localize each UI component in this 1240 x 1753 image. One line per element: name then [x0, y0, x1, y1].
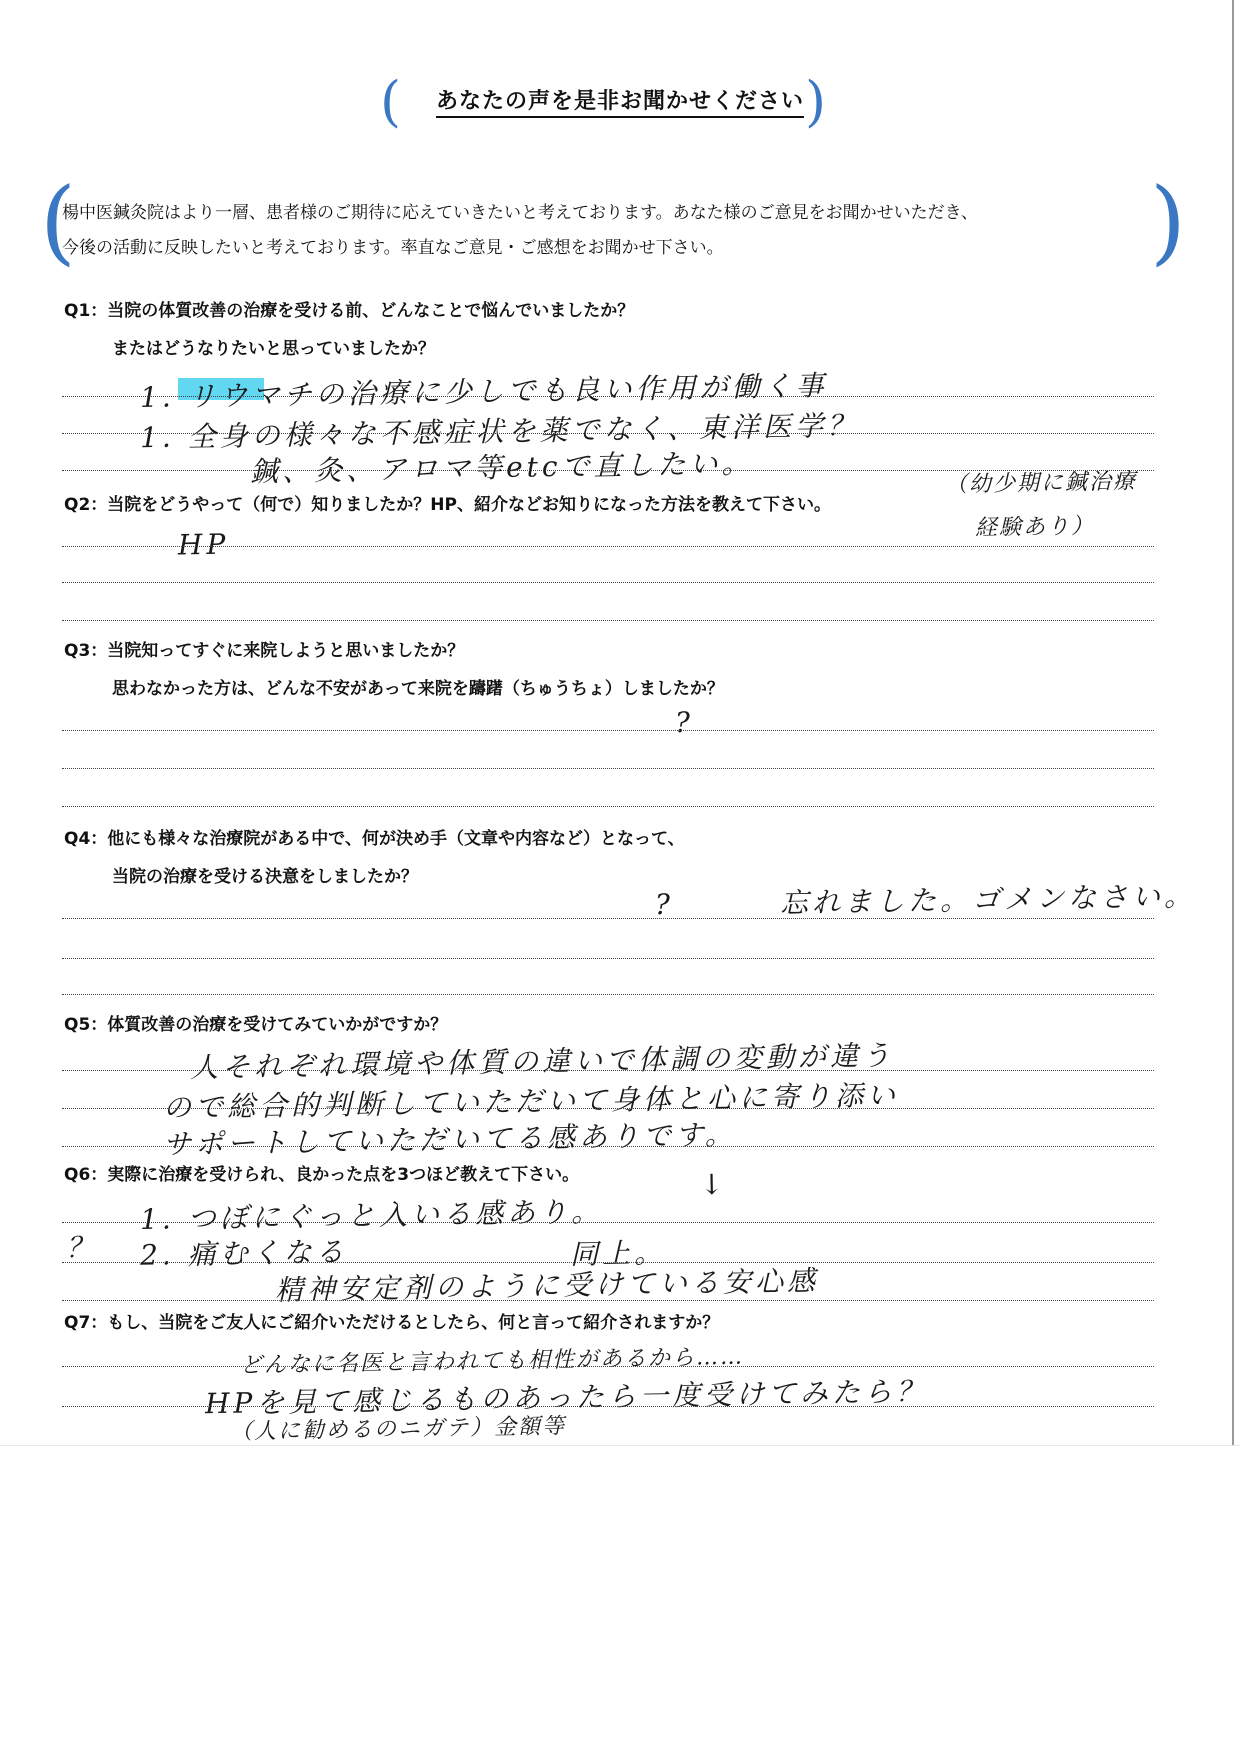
intro-bracket-left: (	[40, 168, 76, 275]
title-bracket-right: )	[805, 70, 827, 133]
answer-rule	[62, 396, 1154, 397]
answer-q3: ?	[674, 705, 695, 740]
question-q3: Q3：当院知ってすぐに来院しようと思いましたか？	[64, 641, 465, 661]
answer-rule	[62, 433, 1154, 434]
question-q2: Q2：当院をどうやって（何で）知りましたか？HP、紹介などお知りになった方法を教えて下さい。	[64, 495, 831, 515]
answer-q6-line: 1. つぼにぐっと入いる感あり。	[139, 1194, 604, 1237]
answer-rule	[62, 1222, 1154, 1223]
answer-rule	[62, 806, 1154, 807]
answer-q2: HP	[177, 527, 230, 562]
intro-line: 今後の活動に反映したいと考えております。率直なご意見・ご感想をお聞かせ下さい。	[62, 238, 724, 258]
question-q4: Q4：他にも様々な治療院がある中で、何が決め手（文章や内容など）となって、	[64, 829, 685, 849]
question-q7: Q7：もし、当院をご友人にご紹介いただけるとしたら、何と言って紹介されますか？	[64, 1313, 720, 1333]
answer-q6-same: 同上。	[569, 1236, 667, 1271]
answer-rule	[62, 546, 1154, 547]
question-q5: Q5：体質改善の治療を受けてみていかがですか？	[64, 1015, 448, 1035]
answer-q5-line: サポートしていただいてる感ありです。	[162, 1117, 738, 1162]
answer-rule	[62, 620, 1154, 621]
intro-bracket-right: )	[1150, 168, 1186, 275]
answer-q2-note: 経験あり）	[974, 513, 1096, 542]
answer-rule	[62, 730, 1154, 731]
answer-q6-line: 2. 痛むくなる	[139, 1235, 348, 1272]
answer-q7-line: （人に勧めるのニガテ）金額等	[229, 1414, 567, 1445]
page-edge	[1232, 0, 1234, 1445]
intro-text	[62, 196, 1172, 266]
page-title	[0, 84, 1240, 115]
question-q4-sub: 当院の治療を受ける決意をしましたか？	[112, 867, 418, 887]
answer-rule	[62, 994, 1154, 995]
answer-rule	[62, 582, 1154, 583]
answer-rule	[62, 1070, 1154, 1071]
answer-q1-line: 1. リウマチの治療に少しでも良い作用が働く事	[139, 369, 828, 414]
answer-rule	[62, 768, 1154, 769]
answer-q5-line: ので総合的判断していただいて身体と心に寄り添い	[162, 1078, 900, 1125]
answer-q6-arrow: ↓	[699, 1167, 728, 1202]
intro-line: 楊中医鍼灸院はより一層、患者様のご期待に応えていきたいと考えております。あなた様のご意見をお聞かせいただき、	[62, 203, 978, 223]
answer-rule	[62, 1146, 1154, 1147]
answer-q4: 忘れました。ゴメンなさい。	[779, 879, 1197, 920]
title-bracket-left: (	[380, 70, 402, 133]
answer-q6-line: 精神安定剤のように受けている安心感	[274, 1264, 820, 1307]
question-q6: Q6：実際に治療を受けられ、良かった点を3つほど教えて下さい。	[64, 1165, 580, 1185]
scan-boundary	[0, 1445, 1240, 1446]
answer-rule	[62, 1300, 1154, 1301]
answer-q1-line: 鍼、灸、アロマ等etcで直したい。	[249, 446, 754, 489]
answer-rule	[62, 1406, 1154, 1407]
answer-rule	[62, 1366, 1154, 1367]
answer-q7-line: どんなに名医と言われても相性があるから……	[239, 1344, 745, 1379]
answer-q6-question-mark: ？	[65, 1230, 99, 1265]
question-q1-sub: またはどうなりたいと思っていましたか？	[112, 339, 435, 359]
answer-rule	[62, 1108, 1154, 1109]
answer-rule	[62, 958, 1154, 959]
answer-q1-line: 1. 全身の様々な不感症状を薬でなく、東洋医学？	[139, 408, 860, 455]
question-q3-sub: 思わなかった方は、どんな不安があって来院を躊躇（ちゅうちょ）しましたか？	[112, 679, 724, 699]
answer-q7-line: HPを見て感じるものあったら一度受けてみたら？	[204, 1374, 929, 1421]
answer-q5-line: 人それぞれ環境や体質の違いで体調の変動が違う	[189, 1038, 895, 1085]
answer-q2-note: （幼少期に鍼治療	[944, 469, 1138, 498]
page-title-text: あなたの声を是非お聞かせください	[436, 89, 804, 118]
answer-rule	[62, 918, 1154, 919]
answer-q4-mark: ?	[654, 887, 675, 922]
question-q1: Q1：当院の体質改善の治療を受ける前、どんなことで悩んでいましたか？	[64, 301, 635, 321]
